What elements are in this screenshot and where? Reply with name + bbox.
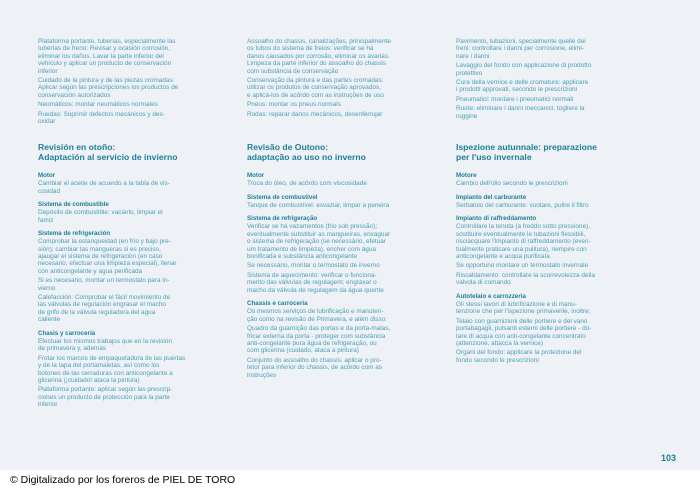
section-block-portuguese <box>247 142 439 381</box>
paragraph: Assoalho do chassis, canalizações, principalmente os tubos do sistema de freios: verificar se há danos causados por corrosão, eliminar os avarias. Limpeza da parte inferior do assoalho do chassis com substância de conservação <box>247 38 391 75</box>
paragraph: Ruote: eliminare i danni meccanici, togliere la ruggine <box>456 105 585 120</box>
body-text: Conjunto do assoalho do chassis: aplicar o pro- tetor para inferior do chassis, de acôrdo com as instruções <box>247 356 382 379</box>
subheading: Motor <box>247 172 265 179</box>
paragraph: Pneumatici: montare i pneumatici normali <box>456 95 574 103</box>
subheading: Motore <box>456 172 477 179</box>
paragraph: Pavimento, tubazioni, specialmente quelle dei freni: controllare i danni per corrosione, elimi- nare i danni <box>456 38 586 60</box>
body-text: Se necessário, montar o termostato de inverno <box>247 262 380 270</box>
paragraph: Rodas: reparar danos mecânicos, desenferrujar <box>247 110 383 118</box>
body-text: Os mesmos serviços de lubrificação e manuten- ção como na revisão de Primavera, e além disso: <box>247 308 387 323</box>
section-title: Revisión en otoño: Adaptación al servicio de invierno <box>38 142 178 162</box>
body-text: Efectuar los mismos trabajos que en la revisión de primavera y, además <box>38 337 172 353</box>
section-title: Ispezione autunnale: preparazione per l'uso invernale <box>456 142 597 162</box>
body-text: Telaio con guarnizioni delle portiere e del vano portabagagli, pulsanti esterni delle portiere - do- tare di acqua con anti-congelante concentrato (attenzione, attacca la vernice) <box>456 317 592 347</box>
subheading: Chasis y carrocería <box>38 329 96 337</box>
body-text: Organi del fondo: applicare la protezione del fondo secondo le prescrizioni <box>456 349 582 364</box>
body-text: Tanque de combustível: esvaziar, limpar a peneira <box>247 201 390 209</box>
body-text: Cambio dell'olio secondo le prescrizioni <box>456 180 568 188</box>
subheading: Autotelaio e carrozzeria <box>456 292 526 300</box>
body-text: Si es necesario, montar un termostato para in- vierno <box>38 277 170 292</box>
subheading: Motor <box>38 172 56 179</box>
subheading: Sistema de combustível <box>247 193 318 201</box>
paragraph: Cuidado de la pintura y de las piezas cromadas: Aplicar según las prescripciones los productos de conservación autorizados <box>38 77 179 99</box>
body-text: Quadro da guarnição das portas e da porta-malas, fricar externa da porta - proteger com substância anti-congelante pura água de refrigeração, ou com glicerina (cuidado, ataca a pintura) <box>247 325 391 355</box>
paragraph: Ruedas: Suprimir defectos mecánicos y des- oxidar <box>38 110 165 126</box>
subheading: Chassis e carroceria <box>247 300 308 308</box>
body-text: Plataforma portante: aplicar según las prescrip- ciones un producto de protección para la parte inferior <box>38 386 173 409</box>
subheading: Impianto del carburante <box>456 193 527 201</box>
body-text: Gli stessi lavori di lubrificazione e di manu- tenzione che per l'ispezione primaverile, inoltre: <box>456 300 591 316</box>
paragraph: Conservação da pintura e das partes cromadas: utilizar os produtos de conservação aprovados, e aplicá-los de acôrdo com as instruções de uso <box>247 77 384 99</box>
subheading: Sistema de combustible <box>38 201 109 209</box>
paragraph: Plataforma portante, tuberías, especialmente las tuberías de freno: Revisar y ocasión corrosión, eliminar los daños. Lavar la parte inferior del vehículo y aplicar un producto de conservación inferior <box>38 38 176 75</box>
paragraph: Cura della vernice e delle cromature: applicare i prodotti approvati, secondo le prescrizioni <box>456 79 589 94</box>
section-block-spanish <box>38 142 230 411</box>
paragraph: Pneus: montar os pneus normais <box>247 101 341 109</box>
column-portuguese <box>247 38 439 120</box>
body-text: Serbatoio del carburante: vuotare, pulire il filtro <box>456 201 589 209</box>
body-text: Sistema de aquecimento: verificar o funciona- mento das válvulas de regulagem; engraxar o macho da válvula de regulagem da água quente <box>247 271 384 294</box>
credit-text: © Digitalizado por los foreros de PIEL DE TORO <box>10 474 236 486</box>
section-block-italian <box>456 142 648 366</box>
section-title: Revisão de Outono: adaptação ao uso no inverno <box>247 142 366 162</box>
body-text: Troca do óleo, de acôrdo com viscosidade <box>247 180 367 188</box>
subheading: Sistema de refrigeração <box>247 215 318 223</box>
body-text: Cambiar el aceite de acuerdo a la tabla de vis- cosidad <box>38 180 170 195</box>
body-text: Controllare la tenuta (a freddo sotto pressione), sostituire eventualmente le tubazioni flessibili, risciacquare l'impianto di raffreddamento (even- tualmente praticare una pulitura), riempire con anticongelante e acqua purificata <box>456 223 591 261</box>
column-spanish <box>38 38 230 127</box>
subheading: Sistema de refrigeración <box>38 230 111 238</box>
body-text: Verificar se há vazamentos (frio sob pressão); eventualmente substituir as mangueiras, enxaguar o sistema de refrigeração (se necessário, efetuar um tratamento de limpeza), encher com água bonificada e substância anticongelante <box>247 223 391 261</box>
body-text: Calefacción: Comprobar el fácil movimiento de las válvulas de regulación engrasar el macho de grifo de la válvula reguladora del agua caliente <box>38 294 171 324</box>
body-text: Se opportuno montare un termostato invernale <box>456 262 589 270</box>
body-text: Frotar los marcos de empaquetadura de las puertas y de la tapa del portamaletas, así como los botones de las cerraduras con anticongelante a glicerina (¡cuidado! ataca la pintura) <box>38 354 186 384</box>
page-number: 103 <box>661 453 677 463</box>
subheading: Impianto di raffreddamento <box>456 215 537 223</box>
column-italian <box>456 38 648 122</box>
paragraph: Neumáticos: montar neumáticos normales <box>38 101 158 109</box>
body-text: Riscaldamento: controllare la scorrevolezza della valvola di comando <box>456 271 595 287</box>
paragraph: Lavaggio del fondo con applicazione di prodotto protettivo <box>456 62 592 77</box>
body-text: Comprobar la estanqueidad (en frío y bajo pre- sión); cambiar las mangueras si es preciso, ajaugar el sistema de refrigeración (en caso necesario, efectuar una limpieza especial), llenar con anticongelante y agua perificada <box>38 238 177 275</box>
body-text: Depósito de combustible: vaciarlo, limpiar el famiz <box>38 209 163 224</box>
